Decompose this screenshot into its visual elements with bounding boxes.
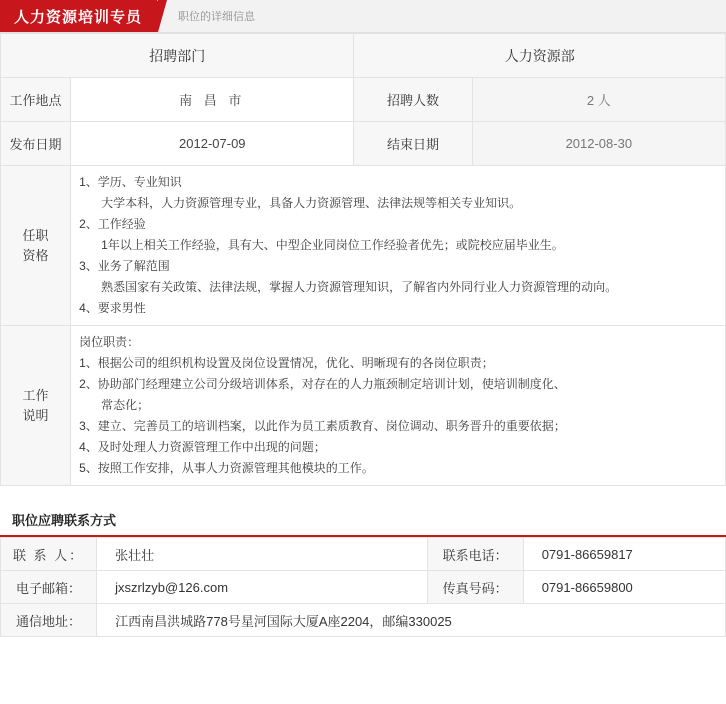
qualification-line-6: 4、要求男性 — [79, 301, 146, 315]
duty-line-4: 3、建立、完善员工的培训档案，以此作为员工素质教育、岗位调动、职务晋升的重要依据； — [79, 419, 566, 433]
publish-date-value: 2012-07-09 — [71, 122, 354, 166]
job-detail-table — [0, 33, 726, 486]
department-label: 招聘部门 — [1, 34, 354, 78]
duty-line-1: 1、根据公司的组织机构设置及岗位设置情况，优化、明晰现有的各岗位职责； — [79, 356, 494, 370]
qualification-line-2: 2、工作经验 — [79, 217, 146, 231]
table-row-dates — [1, 122, 726, 166]
contact-phone-value: 0791-86659817 — [523, 538, 725, 571]
location-value: 南 昌 市 — [71, 78, 354, 122]
duty-content — [71, 326, 726, 486]
qualification-content — [71, 166, 726, 326]
duty-line-5: 4、及时处理人力资源管理工作中出现的问题； — [79, 440, 326, 454]
qualification-line-4: 3、业务了解范围 — [79, 259, 170, 273]
contact-address-label: 通信地址： — [1, 604, 97, 637]
contact-address-value: 江西南昌洪城路778号星河国际大厦A座2204，邮编330025 — [97, 604, 726, 637]
contact-person-value: 张壮壮 — [97, 538, 427, 571]
contact-person-label: 联 系 人： — [1, 538, 97, 571]
headcount-value: 2 人 — [472, 78, 725, 122]
table-row-location — [1, 78, 726, 122]
publish-date-label: 发布日期 — [1, 122, 71, 166]
qualification-label — [1, 166, 71, 326]
duty-label-line2: 说明 — [22, 407, 49, 423]
qualification-label-line2: 资格 — [22, 247, 49, 263]
qualification-label-line1: 任职 — [22, 227, 49, 243]
duty-line-3: 常态化； — [101, 398, 150, 412]
contact-phone-label: 联系电话： — [427, 538, 523, 571]
contact-fax-label: 传真号码： — [427, 571, 523, 604]
table-row-duty — [1, 326, 726, 486]
location-label: 工作地点 — [1, 78, 71, 122]
duty-line-0: 岗位职责： — [79, 335, 140, 349]
table-row-department — [1, 34, 726, 78]
table-row-qualification — [1, 166, 726, 326]
contact-fax-value: 0791-86659800 — [523, 571, 725, 604]
end-date-value: 2012-08-30 — [472, 122, 725, 166]
page-title: 人力资源培训专员 — [0, 0, 158, 32]
duty-label — [1, 326, 71, 486]
contact-email-label: 电子邮箱： — [1, 571, 97, 604]
qualification-line-0: 1、学历、专业知识 — [79, 175, 182, 189]
table-row-contact-address — [1, 604, 726, 637]
qualification-line-5: 熟悉国家有关政策、法律法规，掌握人力资源管理知识，了解省内外同行业人力资源管理的动向。 — [101, 280, 618, 294]
end-date-label: 结束日期 — [354, 122, 472, 166]
page-subtitle: 职位的详细信息 — [178, 11, 256, 23]
contact-email-value: jxszrlzyb@126.com — [97, 571, 427, 604]
headcount-label: 招聘人数 — [354, 78, 472, 122]
page-banner — [0, 0, 726, 33]
contact-table — [0, 537, 726, 637]
contact-section — [0, 504, 726, 637]
table-row-contact-email — [1, 571, 726, 604]
department-value: 人力资源部 — [354, 34, 726, 78]
qualification-line-1: 大学本科，人力资源管理专业，具备人力资源管理、法律法规等相关专业知识。 — [101, 196, 522, 210]
table-row-contact-person — [1, 538, 726, 571]
qualification-line-3: 1年以上相关工作经验，具有大、中型企业同岗位工作经验者优先；或院校应届毕业生。 — [101, 238, 564, 252]
contact-section-title: 职位应聘联系方式 — [0, 504, 726, 537]
duty-label-line1: 工作 — [22, 387, 49, 403]
duty-line-6: 5、按照工作安排，从事人力资源管理其他模块的工作。 — [79, 461, 374, 475]
duty-line-2: 2、协助部门经理建立公司分级培训体系，对存在的人力瓶颈制定培训计划，使培训制度化、 — [79, 377, 566, 391]
